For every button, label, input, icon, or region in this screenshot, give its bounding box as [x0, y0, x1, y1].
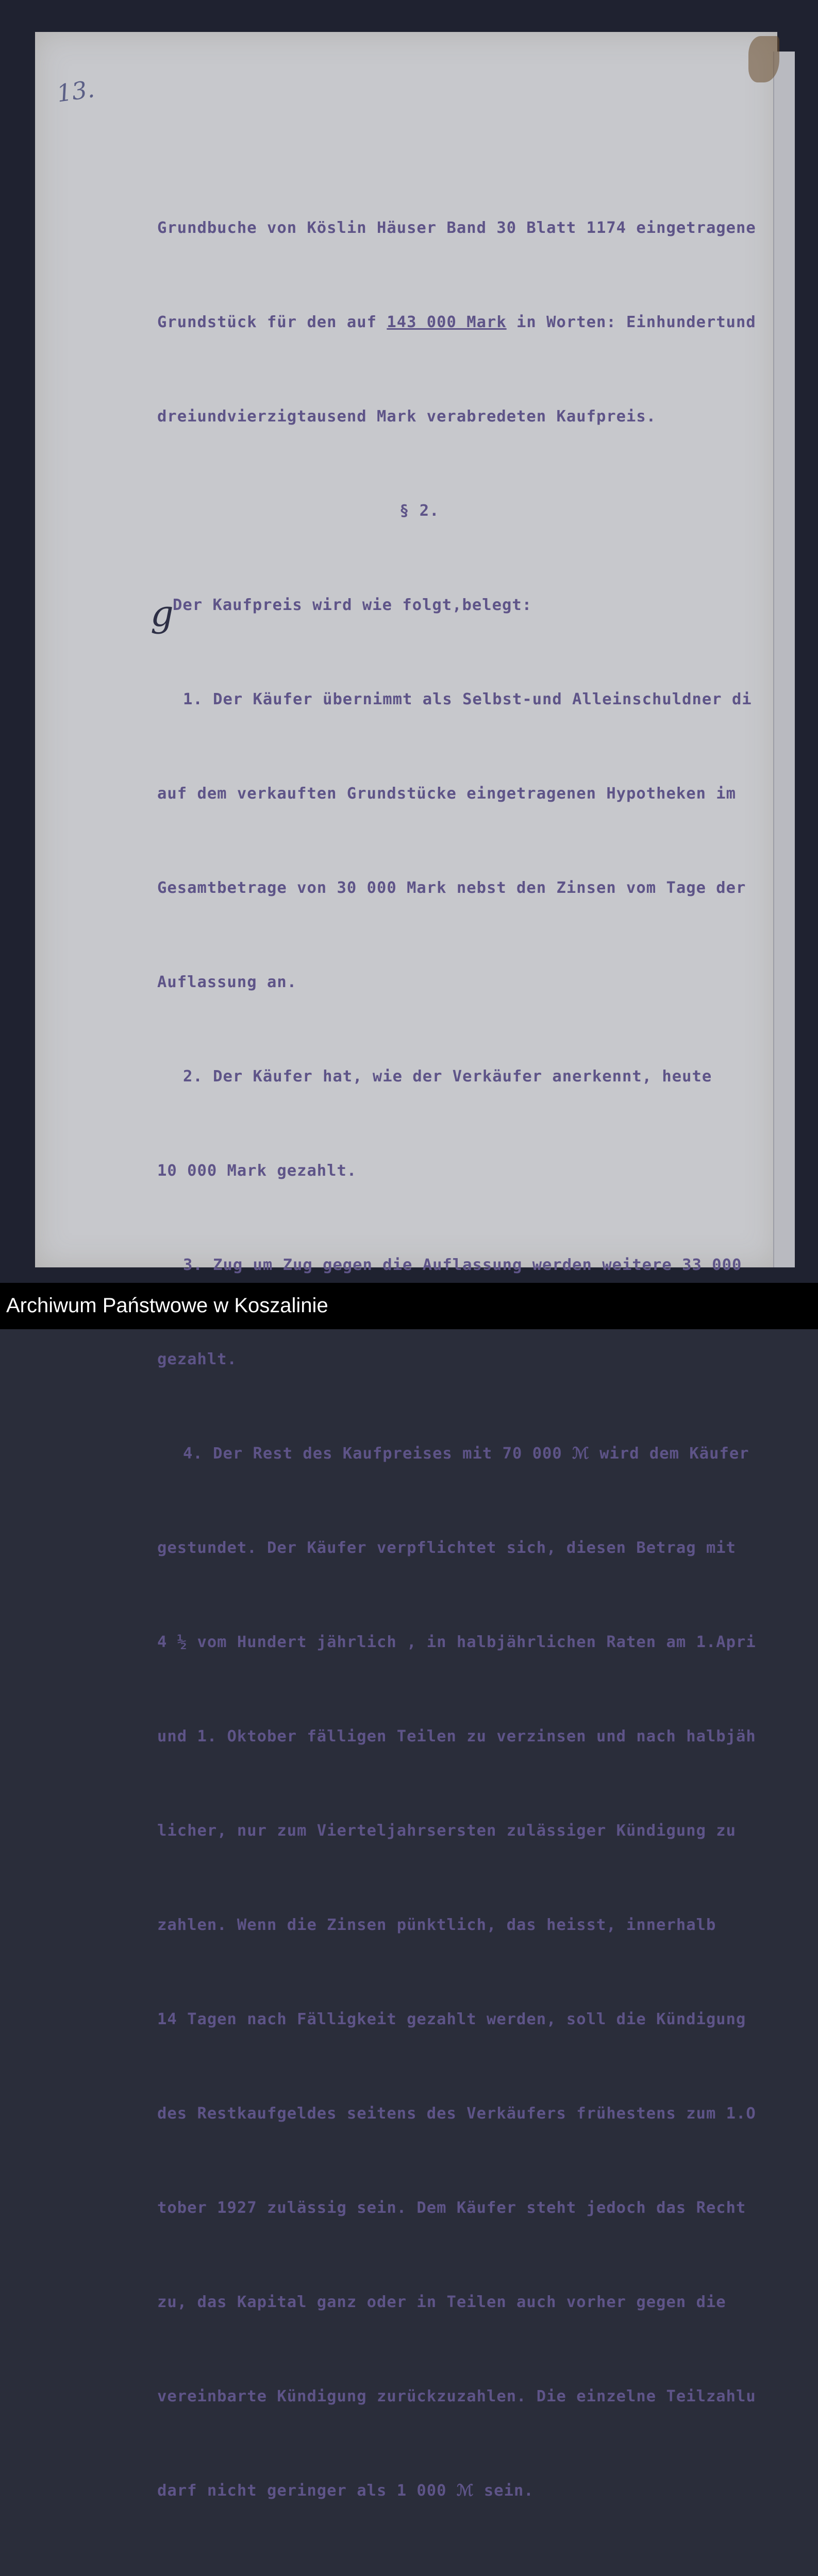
- text-line: 10 000 Mark gezahlt.: [157, 1162, 357, 1180]
- text-line: licher, nur zum Vierteljahrsersten zulässiger Kündigung zu: [157, 1822, 737, 1840]
- underlined-amount: 143 000 Mark: [387, 313, 507, 331]
- text-line-part: Grundstück für den auf: [157, 313, 387, 331]
- text-line: Auflassung an.: [157, 973, 297, 991]
- text-line: [157, 2569, 786, 2576]
- text-line: 4. Der Rest des Kaufpreises mit 70 000 ℳ wird dem Käufer: [183, 1445, 749, 1463]
- text-line: [157, 307, 786, 338]
- section-heading: § 2.: [399, 502, 440, 520]
- text-line: zahlen. Wenn die Zinsen pünktlich, das heisst, innerhalb: [157, 1916, 716, 1934]
- text-line: 3. Zug um Zug gegen die Auflassung werden weitere 33 000: [183, 1256, 742, 1274]
- text-line: darf nicht geringer als 1 000 ℳ sein.: [157, 2482, 534, 2500]
- text-line-part: in Worten: Einhundertund: [506, 313, 756, 331]
- text-line: Grundbuche von Köslin Häuser Band 30 Blatt 1174 eingetragene: [157, 219, 756, 237]
- text-line: Gesamtbetrage von 30 000 Mark nebst den Zinsen vom Tage der: [157, 879, 746, 897]
- archive-name: Archiwum Państwowe w Koszalinie: [6, 1294, 328, 1317]
- text-line: gezahlt.: [157, 1350, 237, 1368]
- text-line: zu, das Kapital ganz oder in Teilen auch vorher gegen die: [157, 2293, 726, 2311]
- text-line: gestundet. Der Käufer verpflichtet sich, diesen Betrag mit: [157, 1539, 737, 1557]
- text-line: Der Kaufpreis wird wie folgt,belegt:: [173, 596, 532, 614]
- text-line: 14 Tagen nach Fälligkeit gezahlt werden, soll die Kündigung: [157, 2010, 746, 2028]
- text-line: 2. Der Käufer hat, wie der Verkäufer anerkennt, heute: [183, 1067, 712, 1086]
- text-line: auf dem verkauften Grundstücke eingetragenen Hypotheken im: [157, 785, 737, 803]
- text-line: des Restkaufgeldes seitens des Verkäufers frühestens zum 1.O: [157, 2105, 756, 2123]
- typewritten-text: [157, 149, 786, 2576]
- text-line: dreiundvierzigtausend Mark verabredeten Kaufpreis.: [157, 408, 657, 426]
- text-line: vereinbarte Kündigung zurückzuzahlen. Die einzelne Teilzahlu: [157, 2387, 756, 2405]
- text-line: 4 ½ vom Hundert jährlich , in halbjährlichen Raten am 1.Apri: [157, 1633, 756, 1651]
- handwritten-margin-mark: g: [151, 592, 174, 635]
- paper-damage: [748, 36, 779, 82]
- text-line: tober 1927 zulässig sein. Dem Käufer steht jedoch das Recht: [157, 2199, 746, 2217]
- archive-footer: [0, 1283, 818, 1329]
- handwritten-page-number: 13.: [55, 75, 96, 108]
- text-line: und 1. Oktober fälligen Teilen zu verzinsen und nach halbjäh: [157, 1727, 756, 1745]
- text-line: 1. Der Käufer übernimmt als Selbst-und Alleinschuldner di: [183, 690, 752, 708]
